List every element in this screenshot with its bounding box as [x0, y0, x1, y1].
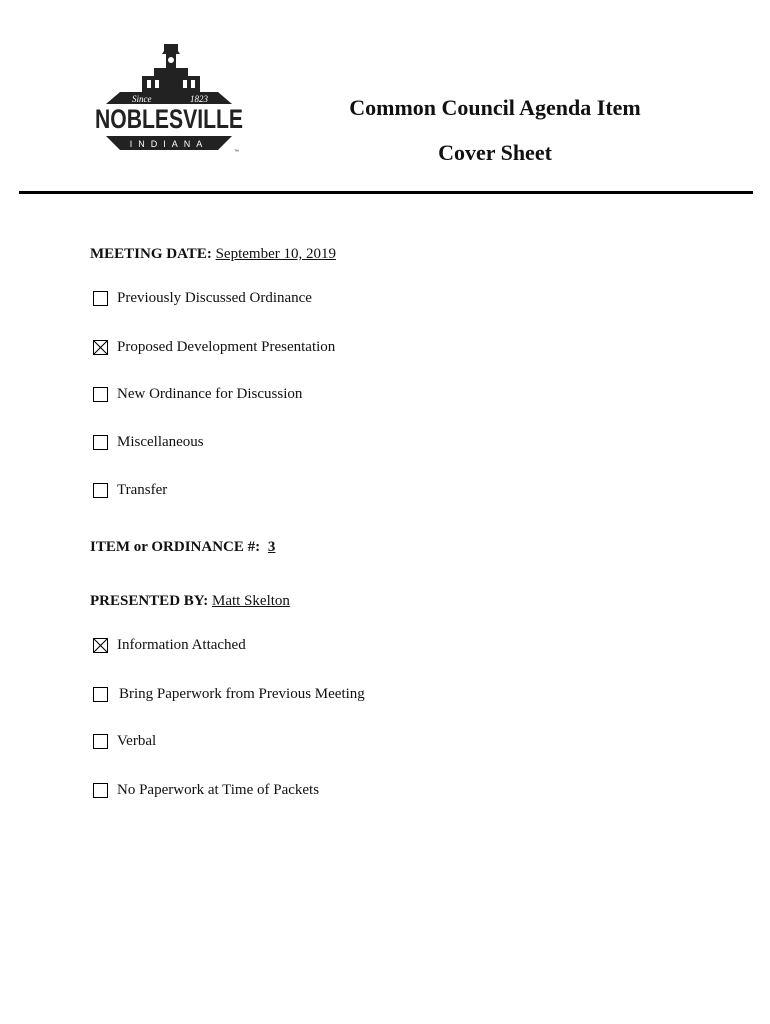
checkbox-label: Previously Discussed Ordinance	[117, 289, 312, 306]
checkbox-label: New Ordinance for Discussion	[117, 385, 303, 402]
checkbox-row-no-paperwork[interactable]	[93, 780, 319, 800]
meeting-date	[90, 246, 336, 263]
checkbox-row-verbal[interactable]	[93, 731, 156, 751]
meeting-date-value[interactable]: September 10, 2019	[215, 246, 336, 262]
checkbox-label: Proposed Development Presentation	[117, 338, 336, 355]
checkbox-row-previously-discussed[interactable]	[93, 288, 312, 308]
checkbox-miscellaneous[interactable]	[93, 435, 108, 450]
checkbox-no-paperwork[interactable]	[93, 783, 108, 798]
checkbox-information-attached[interactable]	[93, 638, 108, 653]
svg-text:INDIANA: INDIANA	[129, 139, 209, 149]
checkbox-row-miscellaneous[interactable]	[93, 432, 204, 452]
item-number-label: ITEM or ORDINANCE #:	[90, 539, 261, 555]
svg-text:Since: Since	[132, 94, 152, 104]
checkbox-transfer[interactable]	[93, 483, 108, 498]
checkbox-row-information-attached[interactable]	[93, 635, 246, 655]
checkbox-new-ordinance[interactable]	[93, 387, 108, 402]
page-subtitle: Cover Sheet	[438, 140, 552, 165]
check-x-icon	[94, 639, 107, 652]
item-number	[90, 539, 275, 556]
presented-by-value[interactable]: Matt Skelton	[211, 593, 290, 609]
page-title: Common Council Agenda Item	[349, 95, 641, 120]
checkbox-label: Bring Paperwork from Previous Meeting	[119, 685, 365, 702]
checkbox-label: Miscellaneous	[117, 433, 204, 450]
presented-by-label: PRESENTED BY:	[90, 593, 209, 609]
check-x-icon	[94, 341, 107, 354]
svg-text:™: ™	[234, 149, 239, 155]
checkbox-bring-paperwork[interactable]	[93, 687, 108, 702]
meeting-date-label: MEETING DATE:	[90, 246, 212, 262]
checkbox-row-transfer[interactable]	[93, 480, 167, 500]
checkbox-label: Transfer	[117, 481, 168, 498]
checkbox-row-bring-paperwork[interactable]	[93, 684, 365, 704]
checkbox-proposed-development[interactable]	[93, 340, 108, 355]
checkbox-label: Verbal	[117, 732, 157, 749]
svg-text:NOBLESVILLE: NOBLESVILLE	[95, 104, 243, 134]
checkbox-label: Information Attached	[117, 636, 246, 653]
checkbox-row-proposed-development[interactable]	[93, 337, 335, 357]
checkbox-row-new-ordinance[interactable]	[93, 384, 302, 404]
header-divider	[19, 191, 753, 194]
item-number-value[interactable]: 3	[267, 539, 276, 555]
checkbox-previously-discussed[interactable]	[93, 291, 108, 306]
checkbox-label: No Paperwork at Time of Packets	[117, 781, 320, 798]
presented-by	[90, 593, 290, 610]
svg-text:1823: 1823	[190, 94, 208, 104]
checkbox-verbal[interactable]	[93, 734, 108, 749]
noblesville-logo	[92, 40, 246, 158]
